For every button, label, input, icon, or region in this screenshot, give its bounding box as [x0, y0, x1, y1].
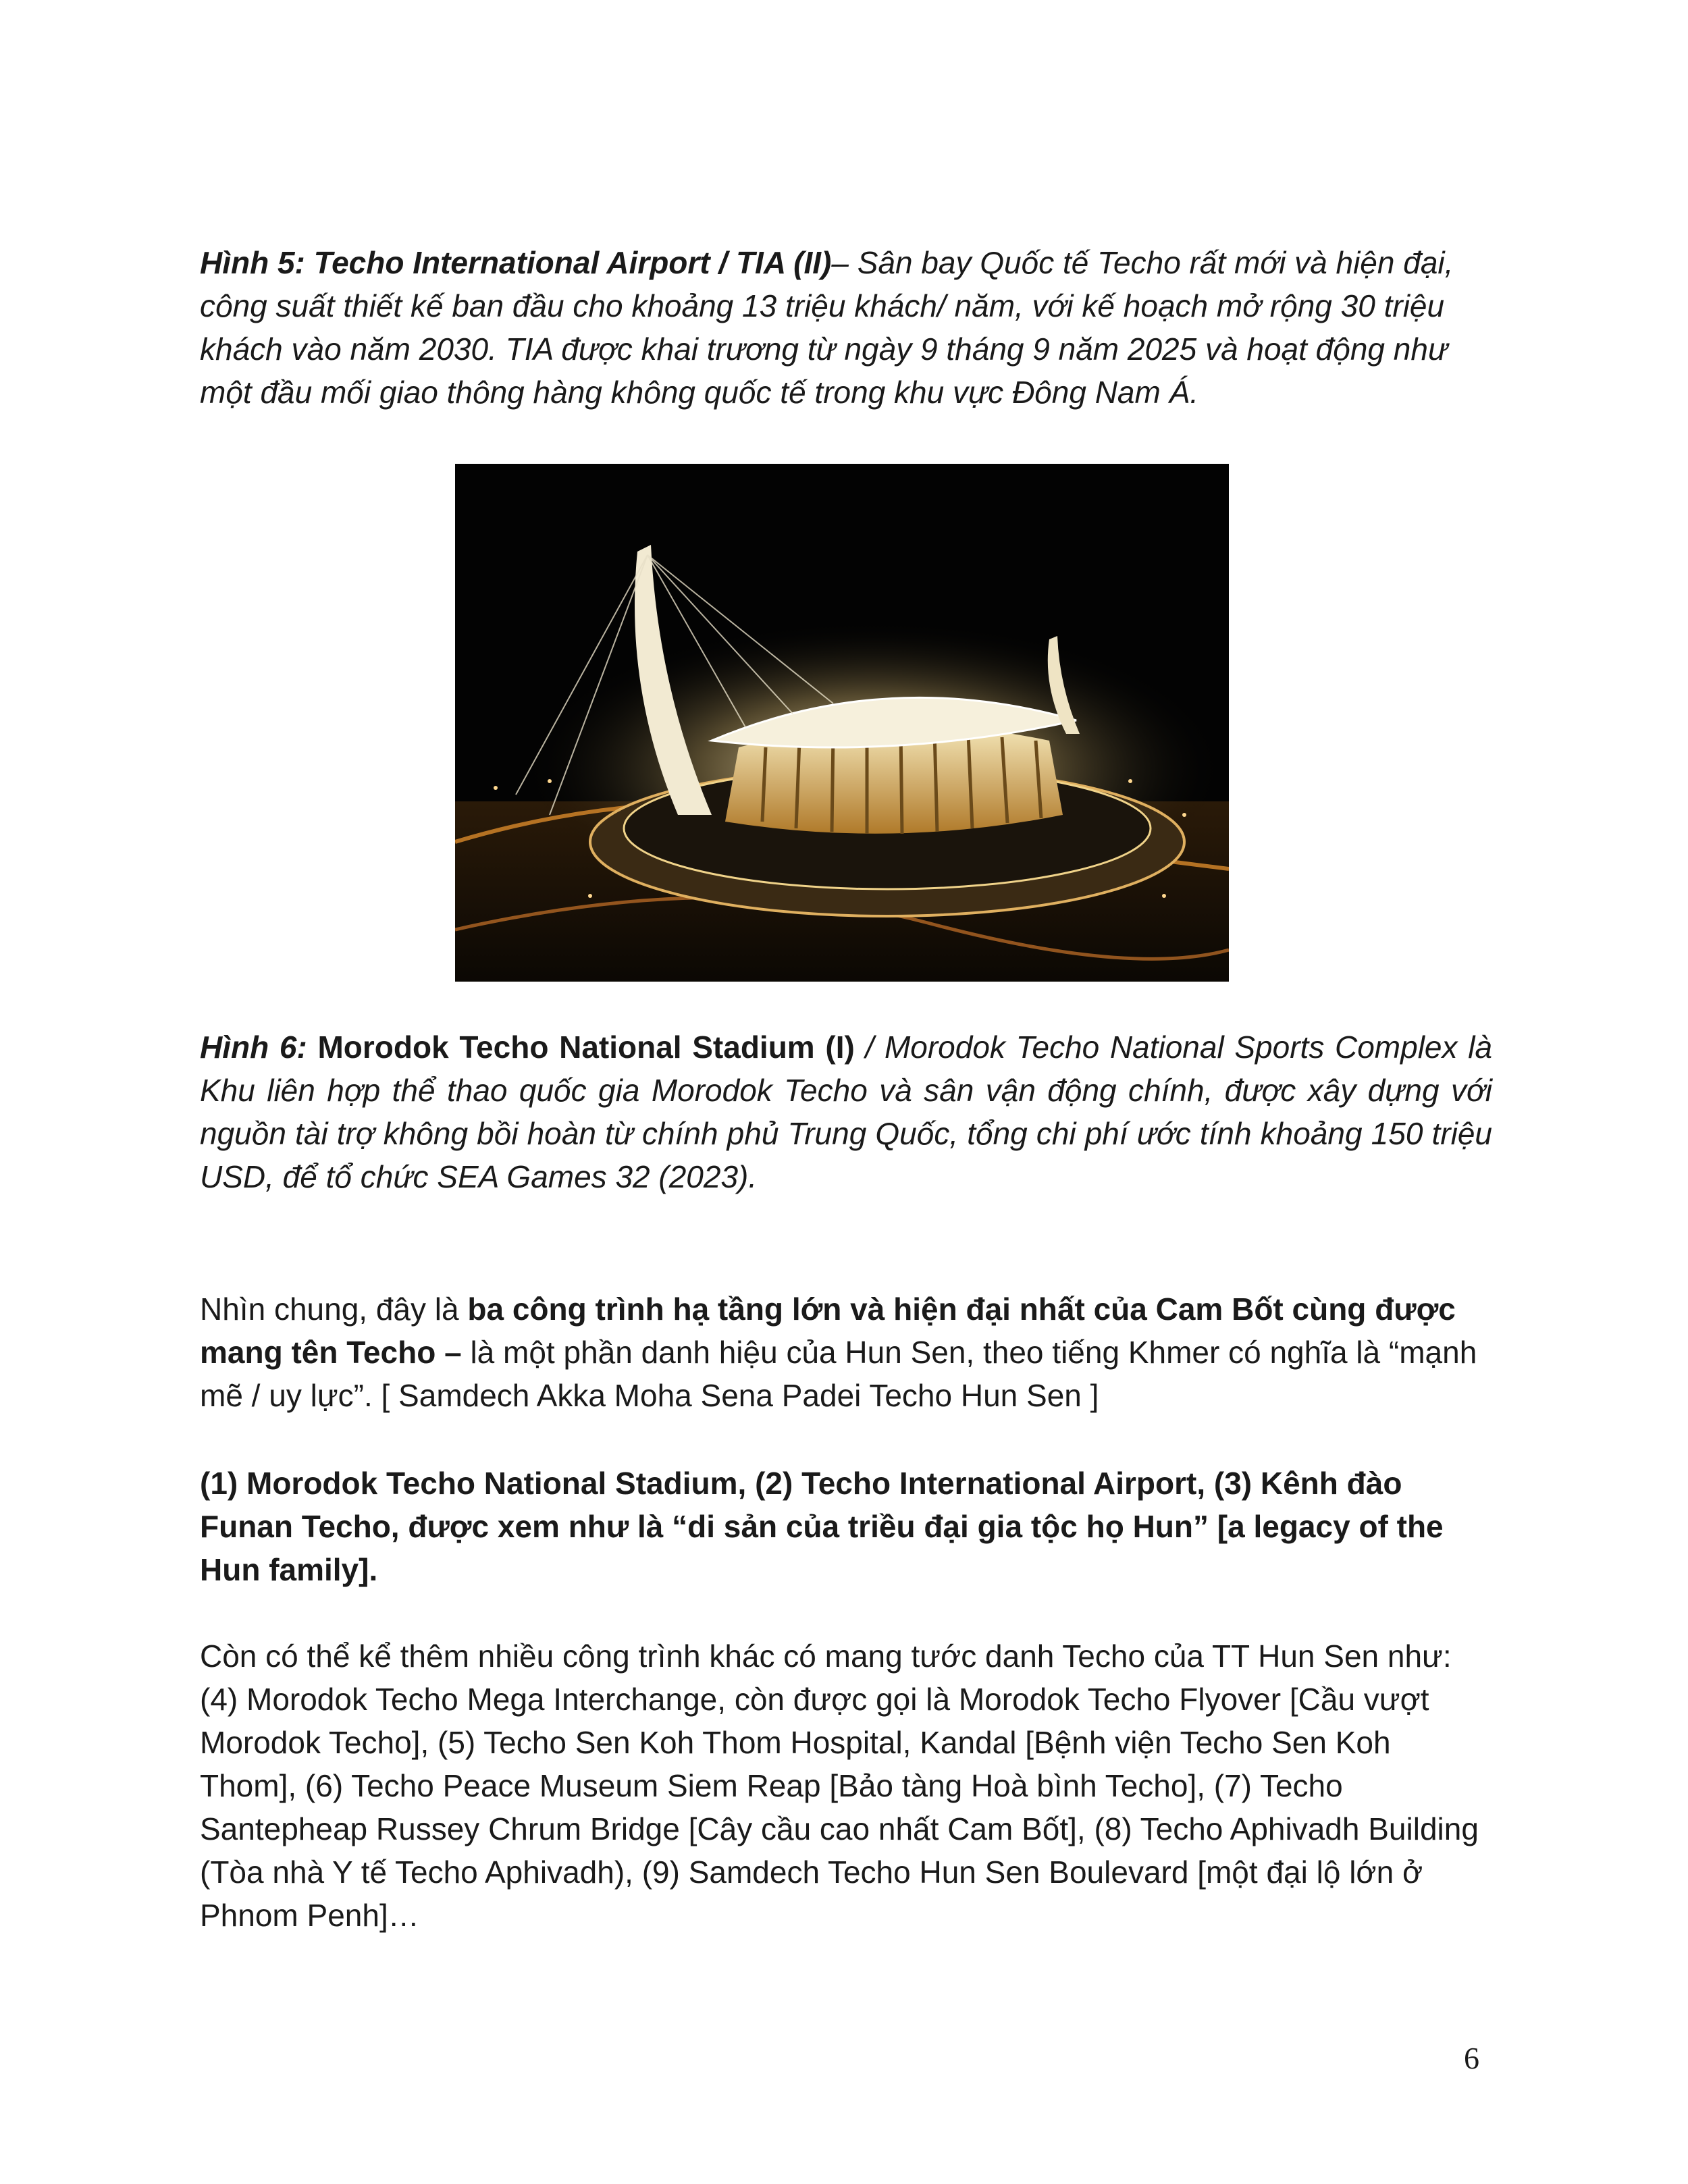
- figure-6-caption: [200, 1026, 1492, 1198]
- stadium-photo: [455, 464, 1229, 982]
- legacy-paragraph: (1) Morodok Techo National Stadium, (2) Techo International Airport, (3) Kênh đào Funan Techo, được xem như là “di sản của triều đại gia tộc họ Hun” [a legacy of the Hun family].: [200, 1466, 1444, 1587]
- figure-5-caption: [200, 241, 1492, 414]
- other-works-paragraph: Còn có thể kể thêm nhiều công trình khác có mang tước danh Techo của TT Hun Sen như: (4) Morodok Techo Mega Interchange, còn được gọi là Morodok Techo Flyover [Cầu vượt Morodok Techo], (5) Techo Sen Koh Thom Hospital, Kandal [Bệnh viện Techo Sen Koh Thom], (6) Techo Peace Museum Siem Reap [Bảo tàng Hoà bình Techo], (7) Techo Santepheap Russey Chrum Bridge [Cây cầu cao nhất Cam Bốt], (8) Techo Aphivadh Building (Tòa nhà Y tế Techo Aphivadh), (9) Samdech Techo Hun Sen Boulevard [một đại lộ lớn ở Phnom Penh]…: [200, 1639, 1479, 1933]
- summary-paragraph: [200, 1287, 1492, 1417]
- caption-label: Hình 6:: [200, 1030, 307, 1065]
- caption-label: Hình 5:: [200, 245, 305, 280]
- summary-bold: ba công trình hạ tầng lớn và hiện đại nhất của Cam Bốt cùng được mang tên Techo –: [200, 1291, 1456, 1370]
- page-number: 6: [1464, 2041, 1479, 2075]
- caption-text: – Sân bay Quốc tế Techo rất mới và hiện đại, công suất thiết kế ban đầu cho khoảng 13 triệu khách/ năm, với kế hoạch mở rộng 30 triệu khách vào năm 2030. TIA được khai trương từ ngày 9 tháng 9 năm 2025 và hoạt động như một đầu mối giao thông hàng không quốc tế trong khu vực Đông Nam Á.: [200, 245, 1454, 410]
- caption-title: Techo International Airport / TIA (II): [313, 245, 832, 280]
- summary-lead: Nhìn chung, đây là: [200, 1291, 459, 1327]
- summary-rest: là một phần danh hiệu của Hun Sen, theo tiếng Khmer có nghĩa là “mạnh mẽ / uy lực”. [ Samdech Akka Moha Sena Padei Techo Hun Sen ]: [200, 1335, 1477, 1413]
- caption-title: Morodok Techo National Stadium (I): [317, 1030, 855, 1065]
- caption-text: / Morodok Techo National Sports Complex là Khu liên hợp thể thao quốc gia Morodok Techo và sân vận động chính, được xây dựng với nguồn tài trợ không bồi hoàn từ chính phủ Trung Quốc, tổng chi phí ước tính khoảng 150 triệu USD, để tổ chức SEA Games 32 (2023).: [200, 1030, 1492, 1194]
